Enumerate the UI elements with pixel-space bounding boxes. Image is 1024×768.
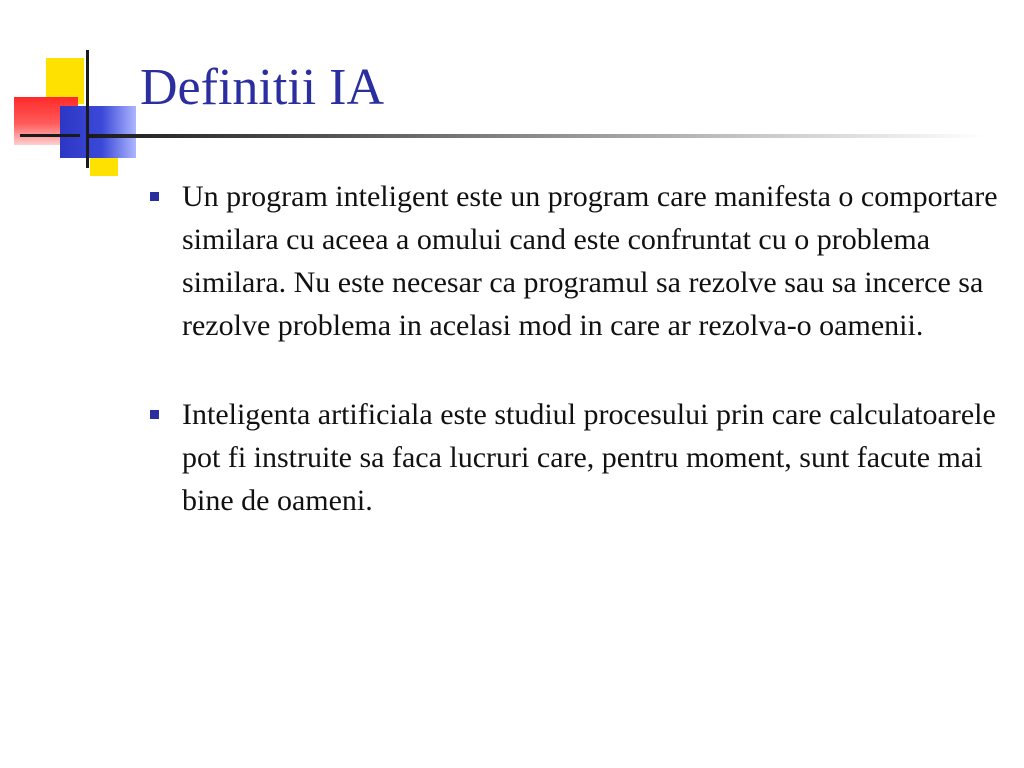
bullet-item (140, 175, 1000, 347)
bullet-list (140, 175, 1000, 522)
square-bullet-icon (150, 410, 159, 419)
bullet-text: Un program inteligent este un program care manifesta o comportare similara cu aceea a omului cand este confruntat cu o problema similara. Nu este necesar ca programul sa rezolve sau sa incerce sa rezolve problema in acelasi mod in care ar rezolva-o oamenii. (182, 180, 998, 342)
square-bullet-icon (150, 192, 159, 201)
logo-blue-square (60, 106, 136, 158)
logo-horizontal-line (20, 134, 80, 137)
logo-vertical-line (86, 50, 89, 168)
slide-title: Definitii IA (140, 59, 385, 116)
title-divider (86, 134, 986, 138)
bullet-item (140, 393, 1000, 522)
overlapping-squares-logo-icon (0, 0, 150, 180)
bullet-text: Inteligenta artificiala este studiul procesului prin care calculatoarele pot fi instruite sa faca lucruri care, pentru moment, sunt facute mai bine de oameni. (182, 398, 996, 517)
